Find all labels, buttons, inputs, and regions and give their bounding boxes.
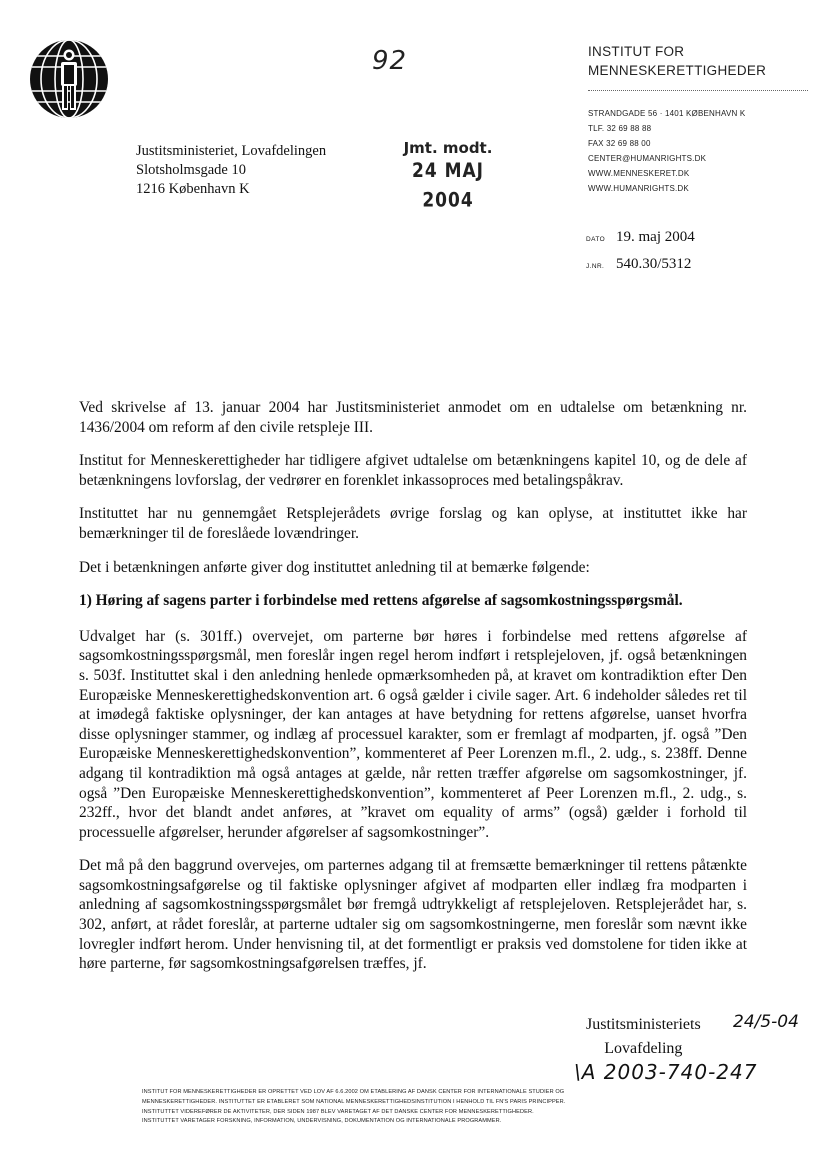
institute-email: CENTER@HUMANRIGHTS.DK xyxy=(588,154,707,163)
footer-line-3: INSTITUTTET VIDEREFØRER DE AKTIVITETER, DER SIDEN 1987 BLEV VARETAGET AF DET DANSKE CENTER FOR MENNESKERETTIGHEDER. xyxy=(142,1108,534,1115)
letter-date-value: 19. maj 2004 xyxy=(616,229,695,245)
handwritten-date: 24/5-04 xyxy=(733,1012,799,1032)
body-paragraph-4: Det i betænkningen anførte giver dog instituttet anledning til at bemærke følgende: xyxy=(79,558,590,576)
institute-logo-icon xyxy=(28,38,110,120)
body-paragraph-3: Instituttet har nu gennemgået Retsplejerådets øvrige forslag og kan oplyse, at instituttet ikke har bemærkninger til de foreslåede lovændringer. xyxy=(79,505,747,542)
recipient-line1: Justitsministeriet, Lovafdelingen xyxy=(136,143,327,159)
body-paragraph-1: Ved skrivelse af 13. januar 2004 har Justitsministeriet anmodet om en udtalelse om betænkning nr. 1436/2004 om reform af den civile retspleje III. xyxy=(79,399,747,436)
footer-line-2: MENNESKERETTIGHEDER. INSTITUTTET ER ETABLERET SOM NATIONAL MENNESKERETTIGHEDSINSTITUTION I HENHOLD TIL FN'S PARIS PRINCIPPER. xyxy=(142,1098,566,1105)
ministry-stamp xyxy=(586,1013,701,1061)
ministry-stamp-line1: Justitsministeriets xyxy=(586,1016,701,1033)
letter-date xyxy=(586,229,695,246)
institute-fax: FAX 32 69 88 00 xyxy=(588,139,651,148)
body-paragraph-2: Institut for Menneskerettigheder har tidligere afgivet udtalelse om betænkningens kapitel 10, og de dele af betænkningens lovforslag, der vedrører en forenklet inkassoproces med betalingspåkrav. xyxy=(79,452,747,489)
received-stamp-date: 24 MAJ 2004 xyxy=(412,159,484,213)
letter-date-label: DATO xyxy=(586,236,606,243)
ministry-stamp-line2: Lovafdeling xyxy=(604,1040,683,1057)
section-heading: 1) Høring af sagens parter i forbindelse med rettens afgørelse af sagsomkostningsspørgsmål. xyxy=(79,592,683,610)
letterhead-divider xyxy=(588,90,808,91)
footer-line-1: INSTITUT FOR MENNESKERETTIGHEDER ER OPRETTET VED LOV AF 6.6.2002 OM ETABLERING AF DANSK CENTER FOR INTERNATIONALE STUDIER OG xyxy=(142,1089,565,1095)
institute-name-line2: MENNESKERETTIGHEDER xyxy=(588,63,767,78)
recipient-line3: 1216 København K xyxy=(136,181,250,197)
letter-body xyxy=(79,398,747,988)
handwritten-number: 92 xyxy=(372,46,408,76)
institute-address: STRANDGADE 56 · 1401 KØBENHAVN K xyxy=(588,109,746,118)
received-stamp-label: Jmt. modt. xyxy=(403,139,493,157)
recipient-line2: Slotsholmsgade 10 xyxy=(136,162,246,178)
institute-name-line1: INSTITUT FOR xyxy=(588,44,685,59)
received-stamp xyxy=(398,136,498,212)
journal-number-value: 540.30/5312 xyxy=(616,256,692,272)
body-paragraph-6: Det må på den baggrund overvejes, om parternes adgang til at fremsætte bemærkninger til rettens påtænkte sagsomkostningsafgørelse og til faktiske oplysninger afgivet af modparten eller indlæg fra modparten i anledning af sagsomkostningsspørgsmålet bør fremgå udtrykkeligt af retsplejeloven. Retsplejerådet har, s. 302, anført, at rådet foreslår, at parterne udtaler sig om sagsomkostningerne, men foreslår som nævnt ikke lovregler indført herom. Under henvisning til, at det formentligt er praksis ved domstolene for tiden ikke at høre parterne, før sagsomkostningsafgørelsen træffes, jf. xyxy=(79,857,747,973)
journal-number-label: J.NR. xyxy=(586,263,605,270)
institute-contact xyxy=(588,106,808,196)
body-paragraph-5: Udvalget har (s. 301ff.) overvejet, om parterne bør høres i forbindelse med rettens afgørelse af sagsomkostningsspørgsmål, men foreslår ingen regel herom indført i retsplejeloven, jf. også betænkningen s. 503f. Instituttet skal i den anledning henlede opmærksomheden på, at kravet om kontradiktion efter Den Europæiske Menneskerettighedskonvention art. 6 også gælder i civile sager. Art. 6 indeholder således ret til at imødegå faktiske oplysninger, der kan antages at have betydning for rettens afgørelse, uanset hvorfra disse oplysninger stammer, og indlæg af processuel karakter, som er fremlagt af modparten, jf. også ”Den Europæiske Menneskerettighedskonvention”, kommenteret af Peer Lorenzen m.fl., 2. udg., s. 238ff. Denne adgang til kontradiktion må også antages at gælde, når retten træffer afgørelse om sagsomkostninger, jf. også ”Den Europæiske Menneskerettighedskonvention”, kommenteret af Peer Lorenzen m.fl., 2. udg., s. 232ff., hvor det blandt andet anføres, at ”kravet om equality of arms” (også) gælder i forhold til processuelle afgørelser, herunder afgørelser af sagsomkostninger”. xyxy=(79,627,747,841)
institute-web-1: WWW.MENNESKERET.DK xyxy=(588,169,690,178)
recipient-address xyxy=(136,142,396,199)
institute-web-2: WWW.HUMANRIGHTS.DK xyxy=(588,184,689,193)
handwritten-reference: \A 2003-740-247 xyxy=(574,1060,758,1084)
institute-phone: TLF. 32 69 88 88 xyxy=(588,124,652,133)
journal-number xyxy=(586,256,691,273)
institute-name xyxy=(588,42,788,80)
footer-line-4: INSTITUTTET VARETAGER FORSKNING, INFORMATION, UNDERVISNING, DOKUMENTATION OG INTERNATIONALE PROGRAMMER. xyxy=(142,1118,502,1125)
legal-footer xyxy=(142,1088,662,1127)
